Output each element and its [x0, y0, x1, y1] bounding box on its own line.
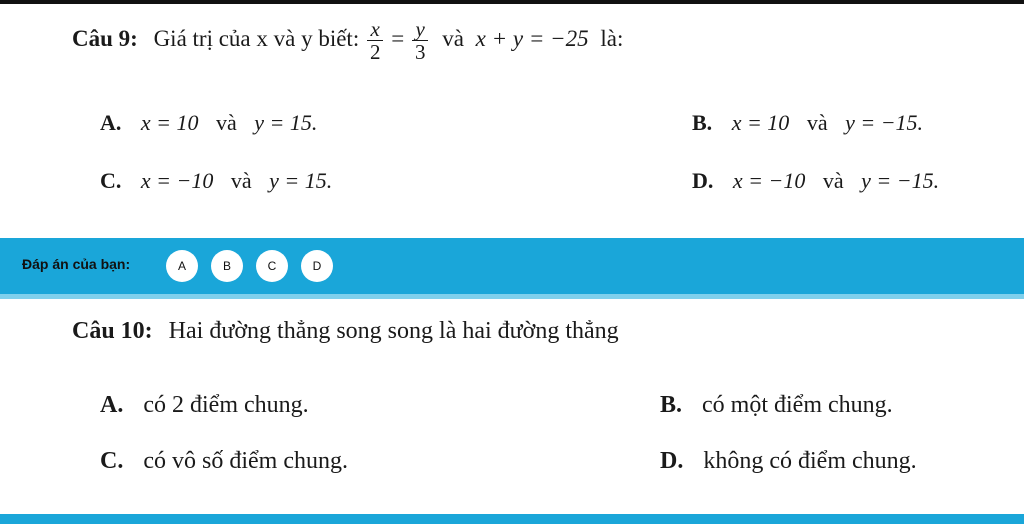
question-10-text: Hai đường thẳng song song là hai đường thẳng [168, 318, 619, 344]
fraction-2-denominator: 3 [414, 40, 426, 64]
fraction-x-over-2 [367, 18, 384, 63]
equals-sign: = [391, 25, 405, 51]
option-x-value: x = −10 [140, 168, 214, 193]
bottom-bar [0, 514, 1024, 524]
option-letter: B. [660, 392, 683, 418]
question-10-label: Câu 10: [72, 318, 153, 344]
fraction-y-over-3 [412, 18, 429, 63]
question-9-label: Câu 9: [72, 25, 138, 51]
option-letter: C. [100, 168, 122, 193]
option-letter: C. [100, 448, 124, 474]
option-y-value: y = 15. [254, 110, 318, 135]
fraction-2-numerator: y [412, 18, 429, 41]
top-border [0, 0, 1024, 4]
option-letter: D. [660, 448, 684, 474]
option-letter: D. [692, 168, 714, 193]
answer-label: Đáp án của bạn: [22, 256, 131, 272]
option-letter: A. [100, 392, 124, 418]
answer-choice-d[interactable]: D [301, 250, 333, 282]
question-9-option-b [692, 110, 923, 136]
question-10-option-a [100, 392, 309, 419]
fraction-1-denominator: 2 [369, 40, 381, 64]
option-text: không có điểm chung. [703, 448, 917, 474]
question-9-option-d [692, 168, 939, 194]
option-join: và [216, 110, 237, 135]
question-10-title [72, 318, 619, 345]
option-x-value: x = 10 [140, 110, 199, 135]
answer-choice-b[interactable]: B [211, 250, 243, 282]
question-9-text-mid: và [442, 25, 464, 51]
fraction-1-numerator: x [367, 18, 384, 41]
question-10-option-c [100, 448, 348, 475]
question-9-option-c [100, 168, 332, 194]
option-join: và [230, 168, 252, 193]
option-y-value: y = −15. [845, 110, 924, 135]
option-letter: A. [100, 110, 122, 135]
option-y-value: y = 15. [269, 168, 333, 193]
question-9-title [72, 18, 623, 63]
question-10-option-d [660, 448, 917, 475]
option-text: có một điểm chung. [702, 392, 893, 418]
option-letter: B. [692, 110, 713, 135]
option-text: có 2 điểm chung. [143, 392, 309, 418]
option-join: và [822, 168, 844, 193]
answer-choice-a[interactable]: A [166, 250, 198, 282]
answer-bar [0, 238, 1024, 299]
question-9-equation: x + y = −25 [475, 25, 589, 51]
answer-choice-c[interactable]: C [256, 250, 288, 282]
question-10-option-b [660, 392, 893, 419]
question-9-option-a [100, 110, 317, 136]
option-y-value: y = −15. [861, 168, 940, 193]
option-x-value: x = 10 [731, 110, 790, 135]
option-text: có vô số điểm chung. [143, 448, 348, 474]
option-x-value: x = −10 [732, 168, 806, 193]
question-9-text-before: Giá trị của x và y biết: [153, 25, 360, 51]
question-9-text-after: là: [600, 25, 624, 51]
option-join: và [806, 110, 828, 135]
